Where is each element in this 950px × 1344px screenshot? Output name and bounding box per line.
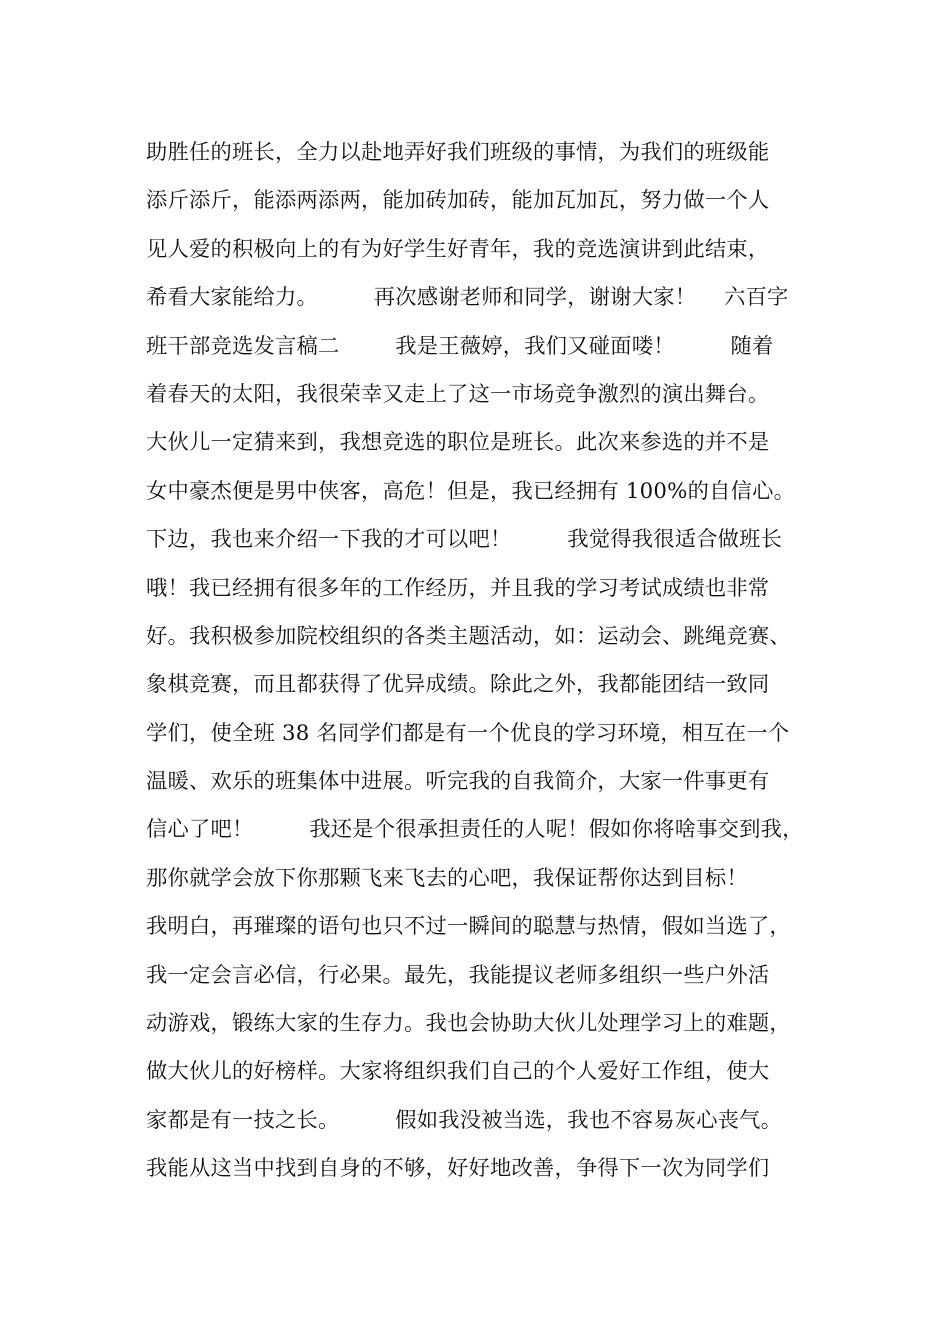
text-line: 希看大家能给力。 再次感谢老师和同学，谢谢大家！ 六百字 <box>146 285 789 311</box>
text-line: 班干部竞选发言稿二 我是王薇婷，我们又碰面喽！ 随着 <box>146 333 774 359</box>
text-line: 我明白，再璀璨的语句也只不过一瞬间的聪慧与热情，假如当选了， <box>146 914 791 940</box>
text-line: 做大伙儿的好榜样。大家将组织我们自己的个人爱好工作组，使大 <box>146 1059 770 1085</box>
text-line: 我能从这当中找到自身的不够，好好地改善，争得下一次为同学们 <box>146 1156 770 1182</box>
text-line: 助胜任的班长，全力以赴地弄好我们班级的事情，为我们的班级能 <box>146 140 770 165</box>
text-line: 着春天的太阳，我很荣幸又走上了这一市场竞争激烈的演出舞台。 <box>146 381 770 407</box>
text-line: 大伙儿一定猜来到，我想竞选的职位是班长。此次来参选的并不是 <box>146 430 770 456</box>
text-line: 好。我积极参加院校组织的各类主题活动，如：运动会、跳绳竞赛、 <box>146 623 791 649</box>
text-line: 温暖、欢乐的班集体中进展。听完我的自我简介，大家一件事更有 <box>146 769 770 795</box>
text-line: 家都是有一技之长。 假如我没被当选，我也不容易灰心丧气。 <box>146 1107 783 1133</box>
text-line: 那你就学会放下你那颗飞来飞去的心吧，我保证帮你达到目标！ <box>146 865 748 891</box>
text-line: 我一定会言必信，行必果。最先，我能提议老师多组织一些户外活 <box>146 962 770 988</box>
text-line: 信心了吧！ 我还是个很承担责任的人呢！假如你将啥事交到我， <box>146 817 804 843</box>
text-line: 学们，使全班 38 名同学们都是有一个优良的学习环境，相互在一个 <box>146 720 790 746</box>
text-line: 女中豪杰便是男中侠客，高危！但是，我已经拥有 100%的自信心。 <box>146 478 796 504</box>
text-line: 添斤添斤，能添两添两，能加砖加砖，能加瓦加瓦，努力做一个人 <box>146 188 770 214</box>
text-line: 哦！我已经拥有很多年的工作经历，并且我的学习考试成绩也非常 <box>146 575 770 601</box>
body-text <box>146 131 826 1196</box>
text-line: 下边，我也来介绍一下我的才可以吧！ 我觉得我很适合做班长 <box>146 527 783 553</box>
text-line: 象棋竞赛，而且都获得了优异成绩。除此之外，我都能团结一致同 <box>146 672 770 698</box>
text-line: 见人爱的积极向上的有为好学生好青年，我的竞选演讲到此结束， <box>146 236 770 262</box>
text-line: 动游戏，锻练大家的生存力。我也会协助大伙儿处理学习上的难题， <box>146 1011 791 1037</box>
